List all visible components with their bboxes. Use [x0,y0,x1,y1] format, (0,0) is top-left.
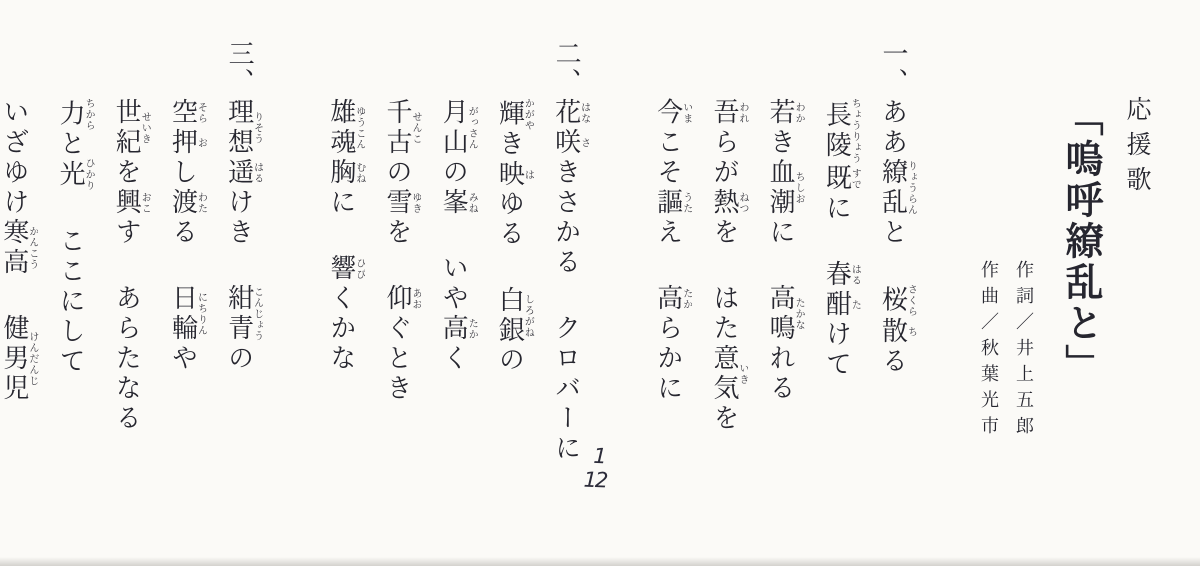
ruby-text: 吾われ [709,98,748,128]
lyric-line [108,98,150,552]
ruby-text: 輝かがや [495,98,534,131]
ruby-text: 高たか [439,314,478,344]
handwritten-mark: 1 [593,443,608,469]
ruby-text: 高たか [653,284,692,314]
lyric-line [164,98,206,552]
lyric-line [491,98,533,552]
ruby-text: 高鳴たかな [766,284,805,344]
plain-text: る [168,218,198,248]
phrase-gap [70,191,71,227]
ruby-text: 桜さくら [878,284,917,317]
plain-text: き [495,129,525,160]
ruby-text: 血潮ちしお [766,158,805,218]
lyric-line [322,98,364,552]
ruby-text: 日輪にちりん [168,284,207,344]
ruby-text: 遥はる [224,158,263,188]
plain-text: く [439,344,469,374]
ruby-text: 春はる [822,260,861,290]
ruby-text: 響ひび [326,254,365,284]
plain-text: と [878,218,908,248]
handwritten-marks [583,444,607,493]
ruby-text: 紺青こんじょう [224,284,263,344]
lyricist-credit: 作詞／井上五郎 [1014,260,1034,442]
verse [322,34,589,552]
ruby-text: 寒高かんこう [0,218,38,278]
ruby-text: 雄魂ゆうこん [326,98,365,158]
phrase-gap [509,250,510,286]
plain-text: や [168,344,198,374]
phrase-gap [780,248,781,284]
phrase-gap [397,248,398,284]
ruby-text: 花はな [551,98,590,128]
plain-text: に [766,218,796,248]
plain-text: の [383,158,412,188]
ruby-text: 謳うた [653,188,692,218]
verse-number: 二、 [552,40,582,96]
ruby-text: 散ち [878,317,917,347]
ruby-text: 空そら [168,98,207,128]
ruby-text: 意気いき [709,344,748,404]
credits [976,34,1037,552]
ruby-text: 世紀せいき [112,98,151,158]
genre-label: 応援歌 [1123,96,1150,201]
song-title: 「嗚呼繚乱と」 [1059,98,1101,385]
phrase-gap [126,248,127,284]
plain-text: らかに [653,314,683,404]
ruby-text: 峯みね [439,188,478,218]
ruby-text: 月山がっさん [439,98,478,158]
lyric-line [818,98,860,552]
ruby-text: 咲さ [551,128,590,158]
plain-text: あらたなる [112,284,142,434]
plain-text: ここにして [56,227,86,377]
plain-text: いや [439,254,469,314]
plain-text: を [709,404,739,434]
plain-text: きさかる [551,158,581,278]
plain-text: に [326,188,356,218]
plain-text: き [766,128,796,158]
ruby-text: 雪ゆき [383,188,421,218]
phrase-gap [340,218,341,254]
plain-text: いざゆけ [0,98,29,218]
plain-text: はた [709,284,739,344]
lyric-line [649,98,691,552]
lyric-line [220,98,262,552]
composer-credit: 作曲／秋葉光市 [979,260,999,442]
ruby-text: 押お [168,128,207,158]
ruby-text: 今いま [653,98,692,128]
lyric-line [761,98,803,552]
plain-text: を [112,158,142,188]
lyric-line [705,98,747,552]
ruby-text: 理想りそう [224,98,263,158]
title-block [976,34,1154,552]
lyric-line [51,98,93,552]
plain-text: ぐとき [383,314,412,404]
ruby-text: 光ひかり [56,158,95,191]
lyric-line [378,98,420,552]
phrase-gap [723,248,724,284]
ruby-text: 力ちから [56,98,95,131]
phrase-gap [836,224,837,260]
plain-text: を [709,218,739,248]
plain-text: る [878,347,908,377]
ruby-text: 長陵ちょうりょう [822,98,861,164]
phrase-gap [453,218,454,254]
ruby-text: 千古せんこ [383,98,421,158]
verse-number: 三、 [225,40,255,96]
ruby-text: 熱ねつ [709,188,748,218]
plain-text: けき [224,188,254,248]
verse [0,34,262,552]
lyric-line [435,98,477,552]
plain-text: し [168,158,198,188]
plain-text: の [495,345,525,376]
ruby-text: 白銀しろがね [495,285,534,346]
plain-text: ああ [878,98,908,158]
plain-text: らが [709,128,739,188]
plain-text: と [56,129,86,160]
verse-number: 一、 [879,40,908,96]
plain-text: す [112,218,142,248]
phrase-gap [13,278,14,314]
plain-text: を [383,218,412,248]
plain-text: に [822,194,852,224]
phrase-gap [667,248,668,284]
plain-text: れる [766,344,796,404]
ruby-text: 映は [495,159,534,190]
phrase-gap [182,248,183,284]
plain-text: の [224,344,254,374]
ruby-text: 胸むね [326,158,365,188]
verse [649,34,916,552]
ruby-text: 若わか [766,98,805,128]
plain-text: けて [822,320,852,380]
ruby-text: 健男児けんだんじ [0,314,38,404]
phrase-gap [565,278,566,314]
phrase-gap [892,248,893,284]
plain-text: クロバーに [551,314,581,464]
plain-text: の [439,158,469,188]
plain-text: ゆる [495,189,525,250]
plain-text: え [653,218,683,248]
plain-text: こそ [653,128,683,188]
handwritten-mark: 12 [583,467,607,493]
lyric-line [874,98,916,552]
lyric-line [0,98,37,552]
ruby-text: 仰あお [383,284,421,314]
plain-text: くかな [326,284,356,374]
phrase-gap [238,248,239,284]
ruby-text: 興おこ [112,188,151,218]
ruby-text: 既すで [822,164,861,194]
ruby-text: 酣た [822,290,861,320]
ruby-text: 繚乱りょうらん [878,158,917,218]
ruby-text: 渡わた [168,188,207,218]
